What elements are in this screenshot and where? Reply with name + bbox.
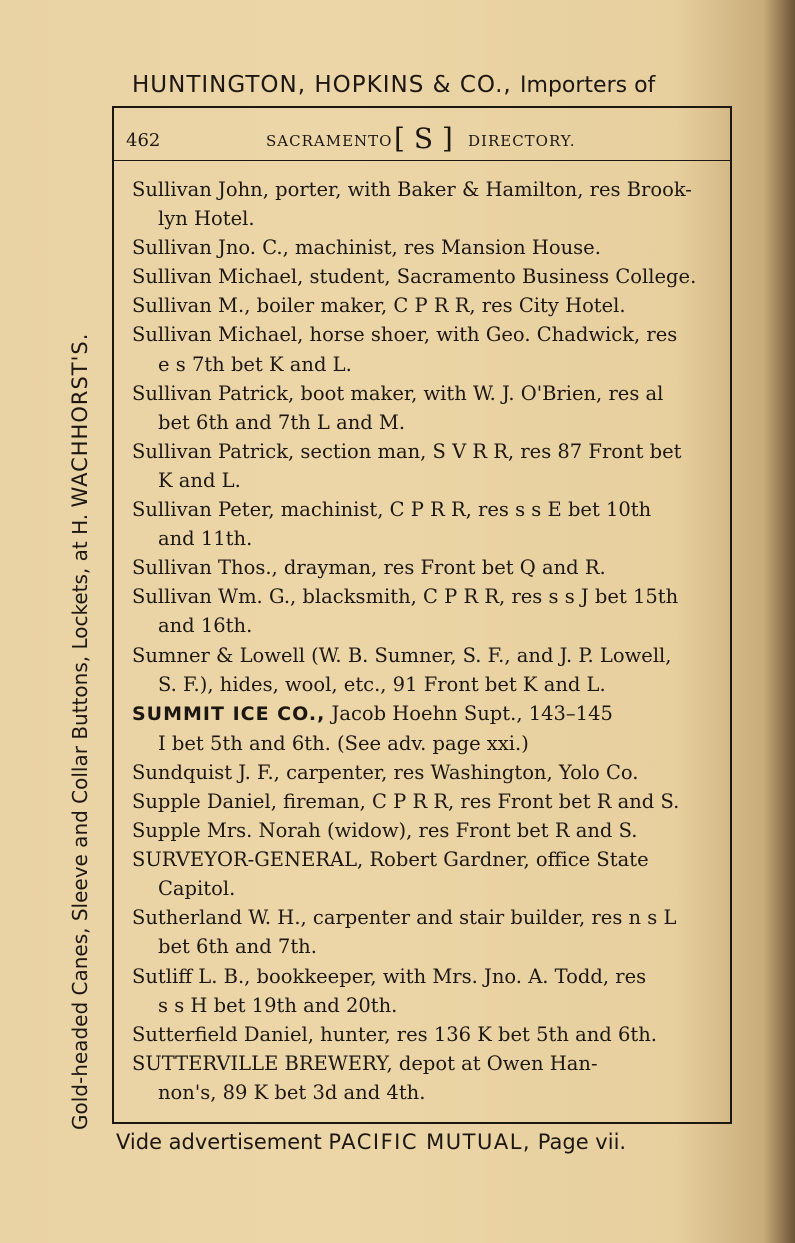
entry-text: Jacob Hoehn Supt., 143–145 [325, 701, 613, 725]
directory-entry [132, 495, 722, 553]
directory-entry [132, 320, 722, 378]
entry-text: Sullivan Jno. C., machinist, res Mansion House. [132, 236, 601, 260]
entry-line [132, 262, 722, 291]
header-left-title: SACRAMENTO [266, 132, 393, 150]
entry-text: SURVEYOR-GENERAL, Robert Gardner, office State [132, 848, 649, 872]
side-advertisement [68, 110, 92, 1130]
entry-continuation: non's, 89 K bet 3d and 4th. [158, 1080, 426, 1104]
entry-text: Sullivan Patrick, boot maker, with W. J. O'Brien, res al [132, 381, 664, 405]
directory-entry [132, 582, 722, 640]
entry-text: Supple Mrs. Norah (widow), res Front bet R and S. [132, 819, 638, 843]
entry-line [132, 816, 722, 845]
side-advert-caps: WACHHORST'S. [68, 332, 92, 508]
entry-line [132, 962, 722, 991]
entry-continuation: I bet 5th and 6th. (See adv. page xxi.) [158, 731, 529, 755]
entry-line [132, 758, 722, 787]
entry-text: Sutherland W. H., carpenter and stair builder, res n s L [132, 906, 677, 930]
entry-text: Sutterfield Daniel, hunter, res 136 K bet 5th and 6th. [132, 1022, 657, 1046]
running-header [126, 124, 726, 160]
header-right-title: DIRECTORY. [468, 132, 576, 150]
entry-line [132, 1049, 722, 1078]
entry-continuation: bet 6th and 7th L and M. [158, 410, 406, 434]
directory-entry [132, 699, 722, 758]
entry-line [132, 699, 722, 729]
bottom-advert-text: Vide advertisement [116, 1130, 322, 1154]
directory-entry [132, 1049, 722, 1107]
entry-continuation: bet 6th and 7th. [158, 935, 317, 959]
entry-line [132, 553, 722, 582]
header-rule [112, 160, 732, 161]
entry-line [132, 291, 722, 320]
entry-line [132, 787, 722, 816]
directory-entry [132, 262, 722, 291]
directory-entries [132, 175, 722, 1107]
entry-text: Sullivan Wm. G., blacksmith, C P R R, res s s J bet 15th [132, 585, 679, 609]
entry-continuation: s s H bet 19th and 20th. [158, 993, 398, 1017]
entry-continuation: S. F.), hides, wool, etc., 91 Front bet K and L. [158, 672, 606, 696]
directory-entry [132, 641, 722, 699]
directory-entry [132, 962, 722, 1020]
entry-text: Sullivan Peter, machinist, C P R R, res s s E bet 10th [132, 498, 652, 522]
entry-line [132, 437, 722, 466]
bottom-advert-tail: Page vii. [537, 1130, 627, 1154]
entry-text: Sullivan John, porter, with Baker & Hamilton, res Brook- [132, 178, 692, 201]
entry-line [132, 175, 722, 204]
entry-line [132, 495, 722, 524]
entry-line [132, 903, 722, 932]
directory-entry [132, 175, 722, 233]
entry-continuation: lyn Hotel. [158, 207, 255, 231]
entry-text: Sullivan Michael, student, Sacramento Business College. [132, 265, 697, 289]
entry-continuation: and 11th. [158, 527, 253, 551]
entry-text: Supple Daniel, fireman, C P R R, res Front bet R and S. [132, 789, 680, 813]
top-advertisement [132, 72, 732, 98]
directory-entry [132, 758, 722, 787]
entry-continuation: Capitol. [158, 877, 236, 901]
bottom-advert-caps: PACIFIC MUTUAL, [328, 1130, 532, 1154]
entry-bold-name: SUMMIT ICE CO., [132, 702, 326, 725]
entry-continuation: and 16th. [158, 614, 253, 638]
entry-continuation: K and L. [158, 468, 241, 492]
top-advert-tail: Importers of [520, 73, 656, 98]
page-number: 462 [126, 130, 161, 151]
entry-continuation: e s 7th bet K and L. [158, 352, 352, 376]
top-advert-caps: HUNTINGTON, HOPKINS & CO., [132, 72, 512, 98]
directory-entry [132, 233, 722, 262]
directory-entry [132, 1020, 722, 1049]
directory-entry [132, 437, 722, 495]
directory-entry [132, 816, 722, 845]
entry-text: SUTTERVILLE BREWERY, depot at Owen Han- [132, 1051, 598, 1075]
side-advert-text: Gold-headed Canes, Sleeve and Collar Buttons, Lockets, at H. [68, 513, 92, 1130]
entry-line [132, 233, 722, 262]
entry-text: Sullivan Michael, horse shoer, with Geo. Chadwick, res [132, 323, 678, 347]
directory-entry [132, 903, 722, 961]
directory-entry [132, 291, 722, 320]
bottom-advertisement [116, 1130, 736, 1154]
entry-text: Sundquist J. F., carpenter, res Washington, Yolo Co. [132, 760, 639, 784]
entry-line [132, 845, 722, 874]
directory-entry [132, 845, 722, 903]
directory-entry [132, 787, 722, 816]
directory-entry [132, 379, 722, 437]
header-letter: [ S ] [394, 122, 453, 155]
entry-line [132, 582, 722, 611]
entry-text: Sullivan M., boiler maker, C P R R, res City Hotel. [132, 294, 626, 318]
directory-entry [132, 553, 722, 582]
entry-text: Sullivan Patrick, section man, S V R R, res 87 Front bet [132, 439, 682, 463]
entry-line [132, 320, 722, 349]
entry-line [132, 641, 722, 670]
entry-text: Sullivan Thos., drayman, res Front bet Q and R. [132, 556, 606, 580]
entry-line [132, 1020, 722, 1049]
entry-line [132, 379, 722, 408]
entry-text: Sumner & Lowell (W. B. Sumner, S. F., and J. P. Lowell, [132, 643, 672, 667]
entry-text: Sutliff L. B., bookkeeper, with Mrs. Jno. A. Todd, res [132, 964, 647, 988]
